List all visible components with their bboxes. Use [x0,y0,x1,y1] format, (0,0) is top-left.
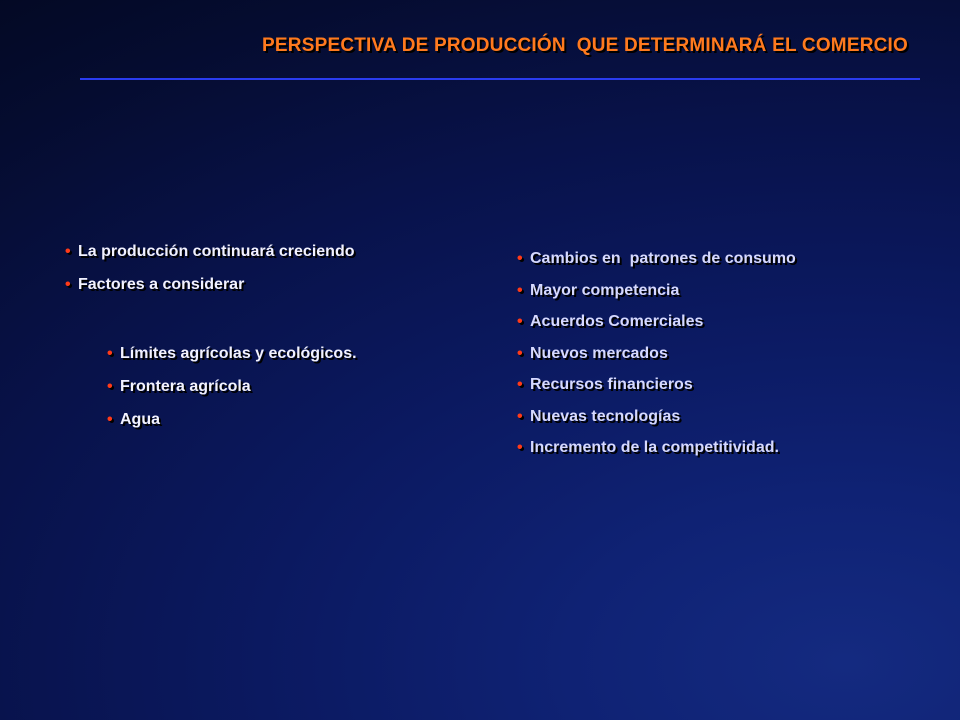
bullet-icon: • [517,376,523,393]
list-item-text: Mayor competencia [530,281,680,299]
bullet-icon: • [517,407,523,425]
bullet-icon: • [65,276,71,293]
list-item [517,281,796,314]
list-item-text: Incremento de la competitividad. [530,439,779,456]
list-item-text: Frontera agrícola [120,378,251,395]
bullet-icon: • [517,344,523,362]
left-bullet-list [65,243,355,309]
left-sub-bullet-list [107,345,357,444]
list-item [517,407,796,440]
list-item [65,243,355,276]
list-item [517,250,796,282]
right-bullet-list [517,250,796,471]
list-item-text: Nuevas tecnologías [530,407,681,425]
list-item-text: La producción continuará creciendo [78,243,355,260]
bullet-icon: • [107,378,113,395]
list-item [517,313,796,345]
list-item-text: Nuevos mercados [530,344,668,362]
list-item [107,378,357,411]
bullet-icon: • [517,250,523,267]
list-item [65,276,355,309]
bullet-icon: • [107,345,113,362]
title-underline [80,78,920,80]
list-item-text: Factores a considerar [78,276,245,293]
bullet-icon: • [517,439,523,456]
list-item-text: Acuerdos Comerciales [530,313,704,330]
slide-title: PERSPECTIVA DE PRODUCCIÓN QUE DETERMINARÁ EL COMERCIO [262,35,908,56]
list-item [517,439,796,471]
list-item-text: Agua [120,411,160,428]
list-item [517,376,796,408]
list-item [107,345,357,378]
list-item-text: Recursos financieros [530,376,693,393]
list-item-text: Límites agrícolas y ecológicos. [120,345,357,362]
bullet-icon: • [517,313,523,330]
bullet-icon: • [517,281,523,299]
bullet-icon: • [107,411,113,428]
list-item [517,344,796,377]
list-item [107,411,357,444]
list-item-text: Cambios en patrones de consumo [530,250,796,267]
bullet-icon: • [65,243,71,260]
